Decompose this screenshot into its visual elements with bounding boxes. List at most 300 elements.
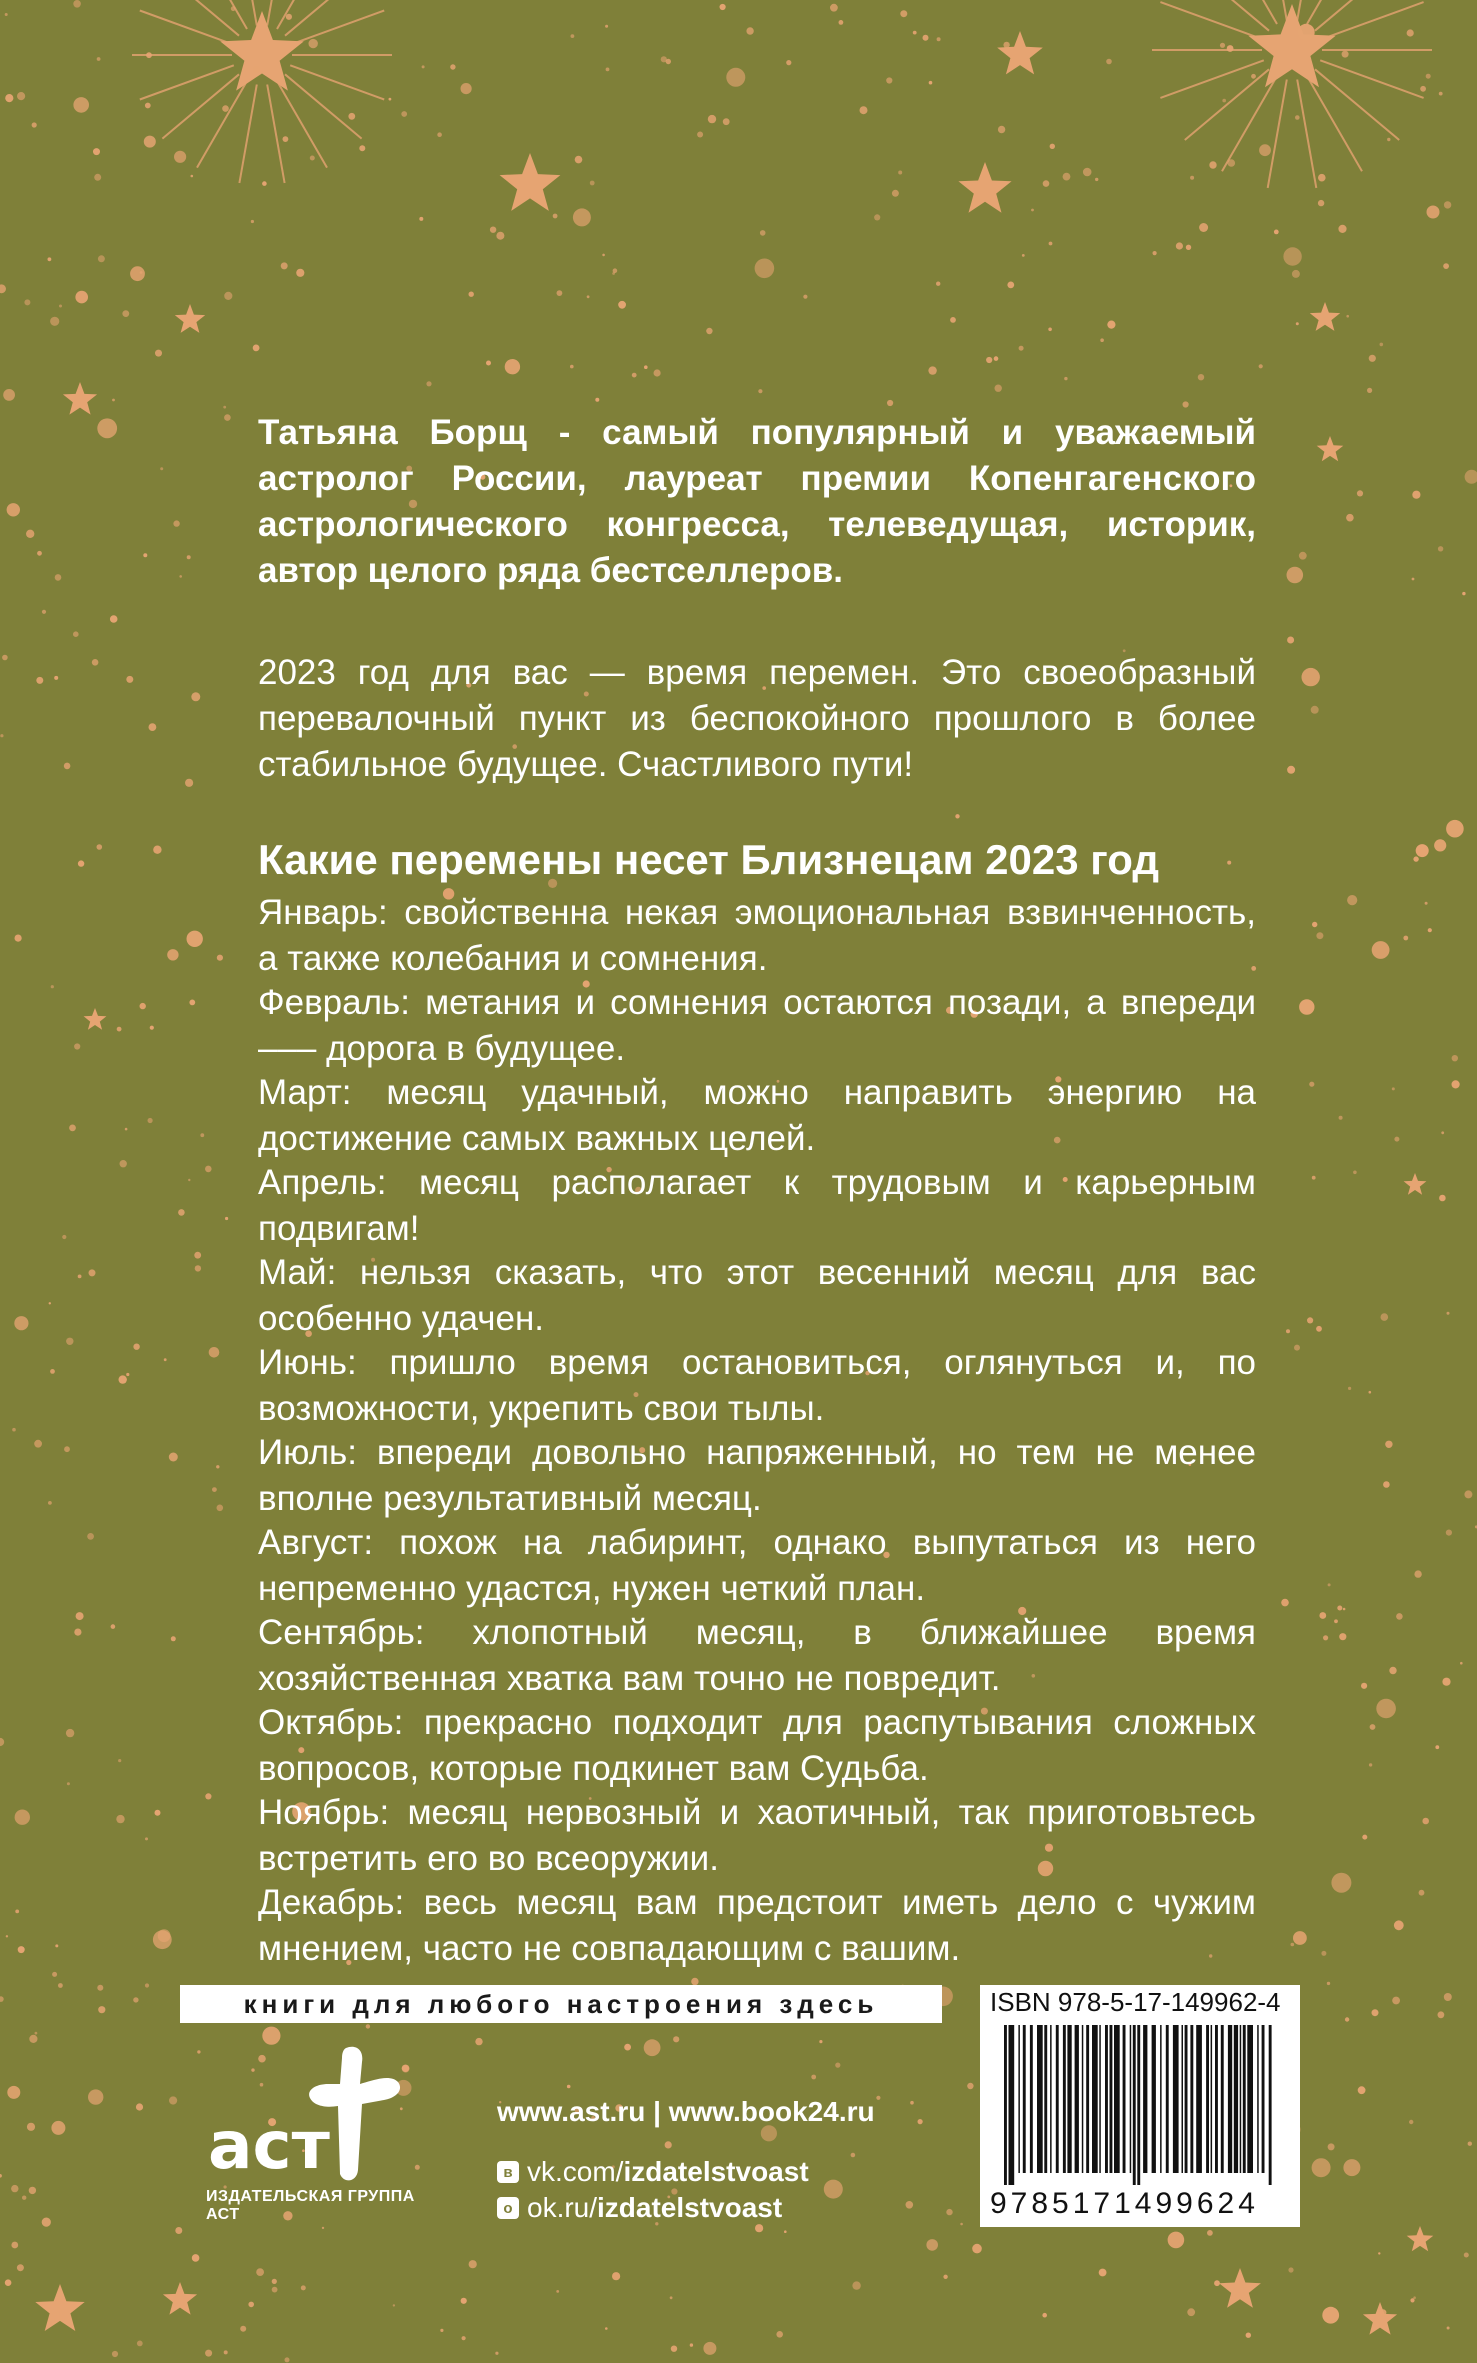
barcode-bar: [1004, 2025, 1007, 2185]
sparkle-dot: [913, 31, 917, 35]
sparkle-dot: [1428, 928, 1432, 932]
sparkle-dot: [194, 1252, 201, 1259]
sparkle-dot: [1444, 1993, 1452, 2001]
sparkle-dot: [191, 692, 200, 701]
sparkle-dot: [1307, 1317, 1313, 1323]
logo-text: аст: [208, 2107, 330, 2184]
barcode-bar: [1123, 2025, 1126, 2173]
month-item-january: Январь: свойственна некая эмоциональная взвинченность, а также колебания и сомнения.: [258, 893, 1256, 978]
sparkle-dot: [928, 366, 936, 374]
sparkle-dot: [1426, 74, 1431, 79]
sparkle-dot: [185, 779, 193, 787]
sparkle-dot: [1343, 2159, 1360, 2176]
sparkle-dot: [1435, 1745, 1439, 1749]
sparkle-dot: [486, 361, 491, 366]
sparkle-dot: [1369, 355, 1376, 362]
barcode-bar: [1228, 2025, 1232, 2173]
sparkle-dot: [1357, 490, 1363, 496]
barcode-bar: [1269, 2025, 1272, 2185]
sparkle-dot: [618, 301, 626, 309]
star-ray: [285, 74, 362, 138]
sparkle-dot: [1299, 999, 1314, 1014]
star-ray: [267, 85, 284, 184]
sparkle-dot: [1465, 470, 1477, 484]
sparkle-dot: [97, 1985, 103, 1991]
sparkle-dot: [272, 2279, 277, 2284]
sparkle-dot: [1370, 1724, 1376, 1730]
barcode-bar: [1099, 2025, 1101, 2173]
sparkle-dot: [78, 860, 84, 866]
sparkle-dot: [1438, 2011, 1445, 2018]
sparkle-dot: [174, 151, 186, 163]
sparkle-dot: [1369, 1763, 1372, 1766]
barcode-bar: [1018, 2025, 1020, 2173]
sparkle-dot: [1007, 282, 1014, 289]
barcode-bar: [1086, 2025, 1089, 2173]
sparkle-dot: [1348, 1387, 1351, 1390]
month-item-november: Ноябрь: месяц нервозный и хаотичный, так приготовьтесь встретить его во всеоружии.: [258, 1793, 1256, 1878]
barcode-bar: [1114, 2025, 1120, 2173]
sparkle-dot: [673, 2036, 679, 2042]
star-icon: [63, 382, 97, 415]
sparkle-dot: [98, 2006, 105, 2013]
sparkle-dot: [224, 292, 232, 300]
sparkle-dot: [76, 1612, 84, 1620]
sparkle-dot: [97, 844, 103, 850]
sparkle-dot: [606, 68, 610, 72]
barcode-bar: [1247, 2025, 1253, 2173]
star-ray: [277, 0, 327, 29]
barcode-bar: [1092, 2025, 1098, 2173]
barcode-bar: [1130, 2025, 1132, 2173]
month-item-may: Май: нельзя сказать, что этот весенний месяц для вас особенно удачен.: [258, 1253, 1256, 1338]
sparkle-dot: [225, 1217, 228, 1220]
sparkle-dot: [59, 305, 62, 308]
ok-link[interactable]: [497, 2192, 875, 2224]
star-icon: [163, 2282, 197, 2315]
sparkle-dot: [179, 575, 182, 578]
sparkle-dot: [11, 2185, 18, 2192]
sparkle-dot: [426, 381, 431, 386]
vk-icon: в: [497, 2161, 519, 2183]
sparkle-dot: [1327, 1982, 1330, 1985]
sparkle-dot: [140, 1003, 146, 1009]
sparkle-dot: [830, 4, 838, 12]
sparkle-dot: [1302, 668, 1320, 686]
sparkle-dot: [0, 734, 3, 737]
sparkle-dot: [929, 81, 933, 85]
sparkle-dot: [88, 2089, 103, 2104]
sparkle-dot: [900, 10, 907, 17]
sparkle-dot: [54, 676, 58, 680]
sparkle-dot: [119, 1375, 127, 1383]
sparkle-dot: [93, 148, 100, 155]
sparkle-dot: [1394, 1920, 1404, 1930]
sparkle-dot: [1452, 1080, 1460, 1088]
sparkle-dot: [1464, 1490, 1472, 1498]
sparkle-dot: [145, 1837, 148, 1840]
sparkle-dot: [15, 935, 22, 942]
sparkle-dot: [217, 955, 223, 961]
sparkle-dot: [852, 2281, 860, 2289]
sparkle-dot: [496, 232, 504, 240]
sparkle-dot: [1064, 377, 1067, 380]
sparkle-dot: [1396, 1613, 1403, 1620]
sparkle-dot: [1209, 161, 1216, 168]
publisher-caption: ИЗДАТЕЛЬСКАЯ ГРУППА АСТ: [206, 2188, 415, 2223]
sparkle-dot: [389, 98, 392, 101]
barcode-bar: [1215, 2025, 1218, 2173]
sparkle-dot: [189, 1000, 195, 1006]
sparkle-dot: [169, 1453, 178, 1462]
sparkle-dot: [1199, 223, 1208, 232]
sparkle-dot: [5, 94, 13, 102]
sparkle-dot: [1392, 1997, 1400, 2005]
barcode-bar: [1262, 2025, 1265, 2173]
barcode-bar: [1137, 2025, 1140, 2185]
barcode-digits: 9785171499624: [990, 2187, 1259, 2220]
sparkle-dot: [52, 1972, 57, 1977]
sparkle-dot: [248, 2302, 254, 2308]
barcode-bar: [1160, 2025, 1162, 2173]
sparkle-dot: [776, 2331, 783, 2338]
sparkle-dot: [283, 136, 289, 142]
sparkle-dot: [440, 2329, 443, 2332]
barcode-bar: [1182, 2025, 1184, 2173]
sparkle-dot: [998, 126, 1005, 133]
sparkle-dot: [1462, 592, 1465, 595]
sparkle-dot: [1214, 2280, 1220, 2286]
sparkle-dot: [160, 467, 163, 470]
sparkle-dot: [173, 520, 179, 526]
sparkle-dot: [0, 1996, 4, 2002]
sparkle-dot: [17, 2264, 24, 2271]
sparkle-dot: [595, 398, 599, 402]
sparkle-dot: [137, 2341, 143, 2347]
star-ray: [1297, 80, 1316, 188]
sparkle-dot: [58, 1983, 63, 1988]
sparkle-dot: [1346, 315, 1349, 318]
sparkle-dot: [1464, 2253, 1469, 2258]
sparkle-dot: [1187, 2308, 1195, 2316]
sparkle-dot: [145, 1983, 149, 1987]
sparkle-dot: [37, 551, 42, 556]
sparkle-dot: [450, 64, 455, 69]
sparkle-dot: [309, 39, 318, 48]
star-ray: [162, 0, 239, 36]
barcode-bar: [1063, 2025, 1066, 2173]
sparkle-dot: [612, 2272, 620, 2280]
sparkle-dot: [1003, 42, 1009, 48]
sparkle-dot: [169, 2096, 177, 2104]
year-lead: 2023 год для вас — время перемен. Это своеобразный перевалочный пункт из беспокойного прошлого в более стабильное будущее. Счастливого пути!: [258, 653, 1256, 784]
sparkle-dot: [256, 2268, 264, 2276]
star-icon: [1219, 2268, 1261, 2308]
sparkle-dot: [1468, 2142, 1472, 2146]
ok-icon: о: [497, 2197, 519, 2219]
sparkle-dot: [1338, 225, 1346, 233]
sparkle-dot: [144, 136, 156, 148]
sparkle-dot: [1316, 932, 1323, 939]
sparkle-dot: [51, 985, 54, 988]
sparkle-dot: [1227, 45, 1234, 52]
sparkle-dot: [1372, 2009, 1379, 2016]
star-ray: [1268, 80, 1287, 188]
sparkle-dot: [205, 1793, 211, 1799]
sparkle-dot: [0, 1738, 4, 1746]
sparkle-dot: [1425, 902, 1428, 905]
sparkle-dot: [32, 122, 37, 127]
sparkle-dot: [1380, 343, 1384, 347]
sparkle-dot: [272, 2287, 278, 2293]
sparkle-dot: [1316, 1326, 1322, 1332]
sparkle-dot: [150, 1026, 154, 1030]
sparkle-dot: [605, 2327, 608, 2330]
sparkle-dot: [231, 6, 236, 11]
sparkle-dot: [587, 295, 590, 298]
sparkle-dot: [7, 2086, 20, 2099]
sparkle-dot: [1288, 2267, 1293, 2272]
star-ray: [285, 0, 362, 36]
sparkle-dot: [1283, 247, 1301, 265]
sparkle-dot: [1328, 2143, 1335, 2150]
sparkle-dot: [97, 57, 101, 61]
sparkle-dot: [67, 1782, 70, 1785]
sparkle-dot: [1347, 895, 1357, 905]
sparkle-dot: [222, 105, 229, 112]
sparkle-dot: [200, 1133, 204, 1137]
sparkle-dot: [461, 83, 472, 94]
sparkle-dot: [116, 1815, 124, 1823]
sparkle-dot: [1251, 74, 1256, 79]
sparkle-dot: [1422, 1818, 1429, 1825]
month-item-december: Декабрь: весь месяц вам предстоит иметь дело с чужим мнением, часто не совпадающим с вашим.: [258, 1883, 1256, 1968]
sparkle-dot: [192, 2254, 200, 2262]
sparkle-dot: [1228, 159, 1236, 167]
sparkle-dot: [1346, 514, 1354, 522]
sparkle-dot: [285, 2357, 290, 2362]
sparkle-dot: [286, 14, 292, 20]
sparkle-dot: [1409, 2120, 1413, 2124]
sparkle-dot: [42, 2218, 51, 2227]
star-ray: [140, 65, 234, 99]
star-icon: [958, 162, 1011, 213]
sparkle-dot: [74, 1043, 80, 1049]
sparkle-dot: [262, 181, 267, 186]
barcode-bar: [1056, 2025, 1059, 2173]
sparkle-dot: [1372, 941, 1390, 959]
sparkle-dot: [5, 13, 8, 16]
sparkle-dot: [1380, 2309, 1387, 2316]
sparkle-dot: [171, 1636, 176, 1641]
sparkle-dot: [1312, 922, 1317, 927]
sparkle-dot: [149, 723, 157, 731]
sparkle-dot: [98, 255, 105, 262]
sparkle-dot: [49, 1302, 51, 1304]
sparkle-dot: [876, 2096, 880, 2100]
sparkle-dot: [74, 1629, 81, 1636]
sparkle-dot: [253, 345, 260, 352]
sparkle-dot: [936, 282, 940, 286]
star-icon: [1317, 436, 1344, 461]
sparkle-dot: [760, 230, 766, 236]
sparkle-dot: [1419, 1890, 1425, 1896]
sparkle-dot: [1287, 567, 1304, 584]
sparkle-dot: [570, 365, 574, 369]
sparkle-dot: [1294, 1345, 1300, 1351]
sparkle-dot: [1318, 200, 1324, 206]
sparkle-dot: [986, 357, 992, 363]
sparkle-dot: [322, 2227, 324, 2229]
barcode-bar: [1173, 2025, 1179, 2173]
sparkle-dot: [1220, 43, 1225, 48]
sparkle-dot: [117, 1027, 122, 1032]
sparkle-dot: [348, 113, 355, 120]
sparkle-dot: [175, 2227, 182, 2234]
sparkle-dot: [697, 132, 703, 138]
tagline-banner: книги для любого настроения здесь: [180, 1985, 942, 2023]
sparkle-dot: [811, 2075, 816, 2080]
barcode-bar: [1110, 2025, 1113, 2173]
sparkle-dot: [167, 949, 178, 960]
author-intro: Татьяна Борщ - самый популярный и уважаемый астролог России, лауреат премии Копенгагенского астрологического конгресса, телеведущая, историк, автор целого ряда бестселлеров.: [258, 413, 1256, 590]
sparkle-dot: [75, 291, 88, 304]
sparkle-dot: [112, 2351, 118, 2357]
website-links[interactable]: www.ast.ru | www.book24.ru: [497, 2096, 875, 2127]
sparkle-dot: [1183, 401, 1189, 407]
sparkle-dot: [1412, 578, 1415, 581]
sparkle-dot: [1295, 115, 1300, 120]
sparkle-dot: [73, 97, 89, 113]
star-ray: [290, 65, 384, 99]
sparkle-dot: [126, 1373, 129, 1376]
sparkle-dot: [654, 369, 661, 376]
vk-link[interactable]: [497, 2156, 875, 2188]
star-icon: [500, 153, 561, 211]
month-item-february: Февраль: метания и сомнения остаются позади, а впереди ––– дорога в будущее.: [258, 983, 1256, 1068]
sparkle-dot: [148, 1118, 153, 1123]
sparkle-dot: [602, 254, 605, 257]
sparkle-dot: [22, 2196, 26, 2200]
sparkle-dot: [48, 1501, 52, 1505]
sparkle-dot: [1099, 2269, 1107, 2277]
sparkle-dot: [1312, 1176, 1316, 1180]
sparkle-dot: [89, 1269, 96, 1276]
sparkle-dot: [111, 1624, 116, 1629]
star-icon: [1407, 2226, 1434, 2251]
sparkle-dot: [1042, 2313, 1047, 2318]
sparkle-dot: [50, 317, 59, 326]
sparkle-dot: [1438, 546, 1443, 551]
month-item-march: Март: месяц удачный, можно направить энергию на достижение самых важных целей.: [258, 1073, 1256, 1158]
barcode-bar: [1221, 2025, 1224, 2173]
month-item-april: Апрель: месяц располагает к трудовым и карьерным подвигам!: [258, 1163, 1256, 1248]
sparkle-dot: [1287, 637, 1294, 644]
sparkle-dot: [1311, 706, 1319, 714]
month-item-september: Сентябрь: хлопотный месяц, в ближайшее время хозяйственная хватка вам точно не повредит.: [258, 1613, 1256, 1698]
sparkle-dot: [926, 2239, 938, 2251]
sparkle-dot: [1414, 1570, 1421, 1577]
month-item-july: Июль: впереди довольно напряженный, но тем не менее вполне результативный месяц.: [258, 1433, 1256, 1518]
sparkle-dot: [140, 271, 143, 274]
sparkle-dot: [937, 37, 941, 41]
sparkle-dot: [50, 1369, 55, 1374]
sparkle-dot: [1246, 2333, 1251, 2338]
sparkle-dot: [1342, 51, 1349, 58]
star-ray: [1160, 60, 1263, 98]
sparkle-dot: [1447, 2327, 1450, 2330]
sparkle-dot: [422, 65, 425, 68]
star-icon: [1310, 302, 1340, 331]
star-ray: [1185, 69, 1269, 140]
sparkle-dot: [1198, 374, 1204, 380]
sparkle-dot: [1416, 844, 1429, 857]
sparkle-dot: [1083, 168, 1092, 177]
sparkle-dot: [1447, 1312, 1450, 1315]
barcode-bar: [1133, 2025, 1136, 2185]
sparkle-dot: [1168, 2232, 1185, 2249]
sparkle-dot: [1378, 2252, 1380, 2254]
sparkle-dot: [1063, 173, 1071, 181]
sparkle-dot: [209, 1347, 220, 1358]
sparkle-dot: [51, 2121, 65, 2135]
sparkle-dot: [462, 2336, 466, 2340]
sparkle-dot: [301, 2285, 306, 2290]
sparkle-dot: [126, 676, 133, 683]
forecast-heading: Какие перемены несет Близнецам 2023 год: [258, 836, 1159, 883]
barcode-bar: [1067, 2025, 1071, 2173]
barcode-bar: [1234, 2025, 1238, 2173]
sparkle-dot: [632, 373, 637, 378]
sparkle-dot: [1413, 856, 1418, 861]
sparkle-dot: [910, 2101, 914, 2105]
barcode-bar: [1243, 2025, 1246, 2173]
sparkle-dot: [1367, 388, 1372, 393]
sparkle-dot: [605, 25, 608, 28]
sparkle-dot: [1100, 338, 1104, 342]
sparkle-dot: [419, 217, 423, 221]
sparkle-dot: [1176, 242, 1183, 249]
sparkle-dot: [153, 1930, 172, 1949]
sparkle-dot: [469, 292, 474, 297]
sparkle-dot: [708, 115, 716, 123]
sparkle-dot: [755, 259, 775, 279]
sparkle-dot: [835, 2063, 840, 2068]
star-icon: [1363, 2302, 1397, 2335]
sparkle-dot: [1331, 1873, 1351, 1893]
star-icon: [997, 31, 1043, 74]
sparkle-dot: [946, 2209, 952, 2215]
sparkle-dot: [36, 677, 43, 684]
sparkle-dot: [366, 2024, 370, 2028]
ok-prefix: ok.ru/: [527, 2192, 598, 2223]
sparkle-dot: [573, 208, 591, 226]
sparkle-dot: [1439, 1195, 1446, 1202]
sparkle-dot: [1441, 1131, 1444, 1134]
star-ray: [1307, 0, 1362, 24]
sparkle-dot: [110, 615, 118, 623]
sparkle-dot: [1339, 1633, 1346, 1640]
sparkle-dot: [1420, 86, 1426, 92]
sparkle-dot: [7, 503, 20, 516]
sparkle-dot: [125, 1128, 128, 1131]
sparkle-dot: [644, 2039, 661, 2056]
sparkle-dot: [197, 2050, 200, 2053]
ok-handle: izdatelstvoast: [597, 2192, 783, 2223]
sparkle-dot: [1050, 144, 1055, 149]
sparkle-dot: [624, 2044, 631, 2051]
sparkle-dot: [505, 359, 520, 374]
